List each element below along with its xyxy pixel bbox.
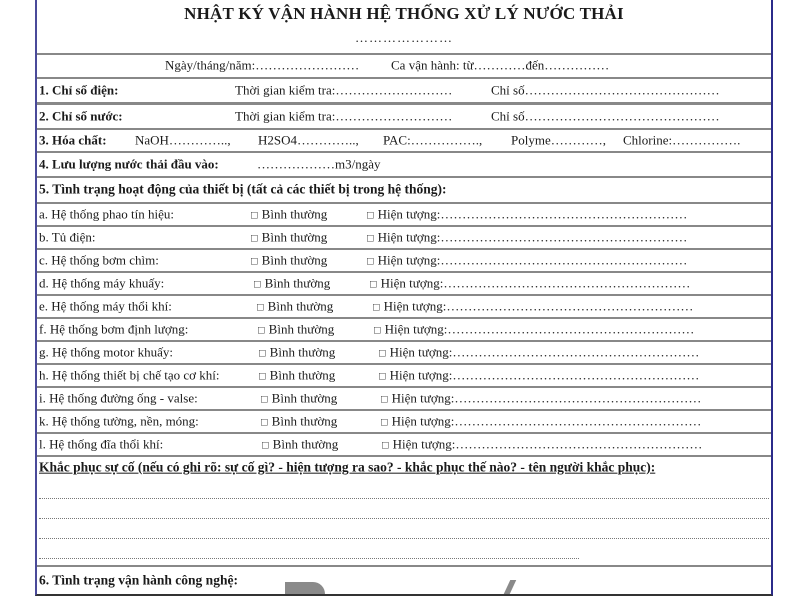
water-index-label: 2. Chỉ số nước: xyxy=(39,108,123,124)
checkbox-icon[interactable]: □ xyxy=(373,301,380,314)
checkbox-icon[interactable]: □ xyxy=(251,255,258,268)
checkbox-icon[interactable]: □ xyxy=(381,416,388,429)
checkbox-icon[interactable]: □ xyxy=(259,370,266,383)
normal-label: Bình thường xyxy=(261,206,328,222)
checkbox-icon[interactable]: □ xyxy=(251,232,258,245)
phenomenon-checkbox[interactable] xyxy=(373,298,693,314)
normal-label: Bình thường xyxy=(269,344,336,360)
equipment-row xyxy=(37,227,771,250)
equipment-name: b. Tủ điện: xyxy=(39,229,96,245)
equipment-name: d. Hệ thống máy khuấy: xyxy=(39,275,165,291)
troubleshoot-line-4[interactable] xyxy=(39,558,579,559)
electric-index-row xyxy=(37,79,771,105)
tech-operation-row xyxy=(37,565,771,595)
normal-label: Bình thường xyxy=(264,275,331,291)
normal-checkbox[interactable] xyxy=(251,229,327,245)
title-dots: ………………… xyxy=(355,30,453,45)
checkbox-icon[interactable]: □ xyxy=(254,278,261,291)
normal-label: Bình thường xyxy=(261,229,328,245)
normal-checkbox[interactable] xyxy=(259,367,335,383)
inflow-label: 4. Lưu lượng nước thải đầu vào: xyxy=(39,156,219,172)
equipment-row xyxy=(37,250,771,273)
equipment-name: h. Hệ thống thiết bị chế tạo cơ khí: xyxy=(39,367,220,383)
document-title: NHẬT KÝ VẬN HÀNH HỆ THỐNG XỬ LÝ NƯỚC THẢI xyxy=(184,4,624,23)
chemical-h2so4-field[interactable]: H2SO4………….., xyxy=(258,132,359,148)
chemicals-row xyxy=(37,130,771,153)
chemical-chlorine-field[interactable]: Chlorine:……………. xyxy=(623,132,741,148)
normal-label: Bình thường xyxy=(271,390,338,406)
phenomenon-checkbox[interactable] xyxy=(379,367,699,383)
equipment-name: c. Hệ thống bơm chìm: xyxy=(39,252,159,268)
normal-checkbox[interactable] xyxy=(257,298,333,314)
normal-label: Bình thường xyxy=(268,321,335,337)
checkbox-icon[interactable]: □ xyxy=(262,439,269,452)
checkbox-icon[interactable]: □ xyxy=(259,347,266,360)
electric-check-time-field[interactable]: Thời gian kiểm tra:……………………… xyxy=(235,82,453,98)
tech-operation-label: 6. Tình trạng vận hành công nghệ: xyxy=(39,572,238,588)
equipment-row xyxy=(37,342,771,365)
equipment-status-header-row xyxy=(37,178,771,204)
electric-index-field[interactable]: Chỉ số……………………………………… xyxy=(491,82,720,98)
checkbox-icon[interactable]: □ xyxy=(370,278,377,291)
checkbox-icon[interactable]: □ xyxy=(382,439,389,452)
normal-checkbox[interactable] xyxy=(254,275,330,291)
inflow-field[interactable]: ………………m3/ngày xyxy=(257,156,381,172)
normal-checkbox[interactable] xyxy=(258,321,334,337)
chemicals-label: 3. Hóa chất: xyxy=(39,132,107,148)
phenomenon-checkbox[interactable] xyxy=(379,344,699,360)
phenomenon-field[interactable]: Hiện tượng:………………………………………………… xyxy=(384,321,695,337)
normal-label: Bình thường xyxy=(267,298,334,314)
watermark-fragment xyxy=(285,582,325,594)
checkbox-icon[interactable]: □ xyxy=(381,393,388,406)
phenomenon-field[interactable]: Hiện tượng:………………………………………………… xyxy=(377,206,688,222)
troubleshoot-line-2[interactable] xyxy=(39,518,769,519)
phenomenon-field[interactable]: Hiện tượng:………………………………………………… xyxy=(383,298,694,314)
equipment-status-label: 5. Tình trạng hoạt động của thiết bị (tất cả các thiết bị trong hệ thống): xyxy=(39,181,447,197)
normal-checkbox[interactable] xyxy=(251,252,327,268)
troubleshoot-label: Khắc phục sự cố (nếu có ghi rõ: sự cố gì? - hiện tượng ra sao? - khắc phục thế nào? - tên người khắc phục): xyxy=(39,459,656,475)
equipment-row xyxy=(37,365,771,388)
water-index-field[interactable]: Chỉ số……………………………………… xyxy=(491,108,720,124)
equipment-name: l. Hệ thống đĩa thổi khí: xyxy=(39,436,164,452)
phenomenon-checkbox[interactable] xyxy=(381,390,701,406)
date-shift-row xyxy=(37,53,771,79)
shift-field[interactable]: Ca vận hành: từ…………đến…………… xyxy=(391,57,610,73)
checkbox-icon[interactable]: □ xyxy=(258,324,265,337)
inflow-row xyxy=(37,153,771,178)
equipment-row xyxy=(37,204,771,227)
normal-checkbox[interactable] xyxy=(261,413,337,429)
checkbox-icon[interactable]: □ xyxy=(367,255,374,268)
phenomenon-field[interactable]: Hiện tượng:………………………………………………… xyxy=(389,344,700,360)
phenomenon-checkbox[interactable] xyxy=(367,252,687,268)
troubleshoot-line-3[interactable] xyxy=(39,538,769,539)
troubleshoot-header-row xyxy=(37,457,771,479)
checkbox-icon[interactable]: □ xyxy=(251,209,258,222)
checkbox-icon[interactable]: □ xyxy=(257,301,264,314)
date-field[interactable]: Ngày/tháng/năm:…………………… xyxy=(165,57,360,73)
phenomenon-field[interactable]: Hiện tượng:………………………………………………… xyxy=(389,367,700,383)
checkbox-icon[interactable]: □ xyxy=(261,416,268,429)
phenomenon-field[interactable]: Hiện tượng:………………………………………………… xyxy=(377,252,688,268)
equipment-row xyxy=(37,388,771,411)
normal-label: Bình thường xyxy=(269,367,336,383)
normal-label: Bình thường xyxy=(272,436,339,452)
equipment-name: k. Hệ thống tường, nền, móng: xyxy=(39,413,199,429)
checkbox-icon[interactable]: □ xyxy=(379,370,386,383)
phenomenon-checkbox[interactable] xyxy=(367,229,687,245)
chemical-pac-field[interactable]: PAC:……………., xyxy=(383,132,483,148)
checkbox-icon[interactable]: □ xyxy=(374,324,381,337)
phenomenon-checkbox[interactable] xyxy=(367,206,687,222)
water-index-row xyxy=(37,105,771,130)
equipment-row xyxy=(37,296,771,319)
phenomenon-checkbox[interactable] xyxy=(382,436,702,452)
electric-index-label: 1. Chỉ số điện: xyxy=(39,82,119,98)
equipment-row xyxy=(37,411,771,434)
equipment-name: i. Hệ thống đường ống - valse: xyxy=(39,390,198,406)
chemical-polyme-field[interactable]: Polyme…………, xyxy=(511,132,606,148)
phenomenon-field[interactable]: Hiện tượng:………………………………………………… xyxy=(377,229,688,245)
phenomenon-checkbox[interactable] xyxy=(381,413,701,429)
equipment-row xyxy=(37,319,771,342)
equipment-row xyxy=(37,273,771,296)
normal-label: Bình thường xyxy=(261,252,328,268)
form-frame xyxy=(35,0,773,596)
equipment-name: f. Hệ thống bơm định lượng: xyxy=(39,321,189,337)
phenomenon-field[interactable]: Hiện tượng:………………………………………………… xyxy=(380,275,691,291)
phenomenon-checkbox[interactable] xyxy=(370,275,690,291)
normal-checkbox[interactable] xyxy=(261,390,337,406)
normal-checkbox[interactable] xyxy=(262,436,338,452)
normal-checkbox[interactable] xyxy=(259,344,335,360)
normal-label: Bình thường xyxy=(271,413,338,429)
phenomenon-field[interactable]: Hiện tượng:………………………………………………… xyxy=(391,413,702,429)
phenomenon-checkbox[interactable] xyxy=(374,321,694,337)
equipment-row xyxy=(37,434,771,457)
equipment-name: a. Hệ thống phao tín hiệu: xyxy=(39,206,175,222)
chemical-naoh-field[interactable]: NaOH………….., xyxy=(135,132,231,148)
water-check-time-field[interactable]: Thời gian kiểm tra:……………………… xyxy=(235,108,453,124)
phenomenon-field[interactable]: Hiện tượng:………………………………………………… xyxy=(391,390,702,406)
phenomenon-field[interactable]: Hiện tượng:………………………………………………… xyxy=(392,436,703,452)
troubleshoot-line-1[interactable] xyxy=(39,498,769,499)
checkbox-icon[interactable]: □ xyxy=(261,393,268,406)
checkbox-icon[interactable]: □ xyxy=(367,232,374,245)
checkbox-icon[interactable]: □ xyxy=(379,347,386,360)
checkbox-icon[interactable]: □ xyxy=(367,209,374,222)
normal-checkbox[interactable] xyxy=(251,206,327,222)
equipment-name: e. Hệ thống máy thổi khí: xyxy=(39,298,172,314)
equipment-name: g. Hệ thống motor khuấy: xyxy=(39,344,173,360)
